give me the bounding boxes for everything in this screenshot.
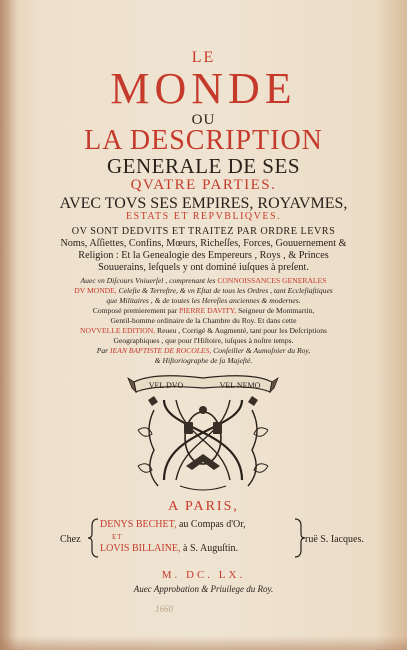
discours-red-text: CONNOISSANCES GENERALES bbox=[217, 276, 327, 285]
author-line-2: Gentil-homme ordinaire de la Chambre du Roy. Et dans cette bbox=[110, 316, 297, 325]
publication-date: M. DC. LX. bbox=[161, 569, 246, 581]
discours-text: Auec vn Diſcours Vniuerſel , comprenant les bbox=[80, 276, 216, 285]
title-le: LE bbox=[191, 49, 216, 66]
author-text: Reueu , Corrigé & Augmenté, tant pour les Deſcriptions bbox=[157, 326, 327, 335]
printer-2-name: LOVIS BILLAINE, bbox=[100, 543, 181, 554]
privilege-line: Auec Approbation & Priuilege du Roy. bbox=[133, 584, 274, 594]
author-name: PIERRE DAVITY, bbox=[179, 306, 237, 315]
title-description: LA DESCRIPTION bbox=[84, 125, 323, 156]
right-brace-icon bbox=[293, 518, 305, 558]
printers-mark-icon bbox=[124, 370, 282, 494]
printer-2 bbox=[100, 543, 238, 554]
subtitle-line-1: OV SONT DEDVITS ET TRAITEZ PAR ORDRE LEVRS bbox=[71, 226, 336, 237]
printer-2-address: à S. Auguſtin. bbox=[183, 543, 239, 554]
left-brace-icon bbox=[88, 518, 100, 558]
printer-1-name: DENYS BECHET, bbox=[100, 519, 177, 530]
edge-shadow bbox=[0, 636, 407, 650]
title-monde: MONDE bbox=[110, 64, 297, 113]
discours-line-3: que Militaires , & de toutes les Hereſies anciennes & modernes. bbox=[106, 296, 301, 305]
author-line-4: Geographiques , que pour l'Hiſtoire, iuſques à noſtre temps. bbox=[113, 336, 294, 345]
title-generale: GENERALE DE SES bbox=[107, 154, 300, 178]
author-text: Par bbox=[96, 346, 109, 355]
author-text: Composé premierement par bbox=[92, 306, 178, 315]
author-line-1 bbox=[0, 307, 407, 315]
discours-line-2 bbox=[0, 287, 407, 295]
subtitle-line-2: Noms, Aſſiettes, Confins, Mœurs, Richeſſes, Forces, Gouuernement & bbox=[60, 238, 347, 249]
title-avec: AVEC TOVS SES EMPIRES, ROYAVMES, bbox=[59, 195, 348, 212]
subtitle-line-3: Religion : Et la Genealogie des Empereurs , Roys , & Princes bbox=[78, 250, 329, 261]
author-line-3 bbox=[0, 327, 407, 335]
author-text: Seigneur de Montmartin, bbox=[238, 306, 315, 315]
edition-label: NOVVELLE EDITION, bbox=[80, 326, 156, 335]
subtitle-line-4: Souuerains, leſquels y ont dominé iuſques à preſent. bbox=[98, 262, 309, 273]
discours-red-text: DV MONDE, bbox=[74, 286, 117, 295]
author-line-6: & Hiſtoriographe de ſa Majeſté. bbox=[154, 356, 253, 365]
author-line-5 bbox=[0, 347, 407, 355]
editor-name: IEAN BAPTISTE DE ROCOLES, bbox=[110, 346, 212, 355]
title-quatre-parties: QVATRE PARTIES. bbox=[130, 177, 277, 193]
imprint-place: A PARIS, bbox=[168, 499, 239, 514]
printer-1 bbox=[100, 519, 246, 530]
motto-left: VEL DVO bbox=[148, 381, 184, 390]
imprint-chez: Chez bbox=[60, 534, 81, 545]
imprint-rue: ruë S. Iacques. bbox=[305, 534, 364, 545]
title-ou: OU bbox=[191, 112, 216, 128]
imprint-et: ET bbox=[112, 533, 123, 541]
discours-text: Celeſte & Terreſtre, & vn Eſtat de tous les Ordres , tant Eccleſiaſtiques bbox=[118, 286, 333, 295]
pencil-annotation: 1660 bbox=[155, 604, 173, 614]
printer-1-address: au Compas d'Or, bbox=[178, 519, 246, 530]
title-estats: ESTATS ET REPVBLIQVES. bbox=[125, 211, 282, 222]
author-text: Conſeiller & Aumoſnier du Roy, bbox=[213, 346, 311, 355]
discours-line-1 bbox=[0, 277, 407, 285]
motto-right: VEL NEMO bbox=[219, 381, 261, 390]
imprint-block bbox=[60, 518, 364, 562]
